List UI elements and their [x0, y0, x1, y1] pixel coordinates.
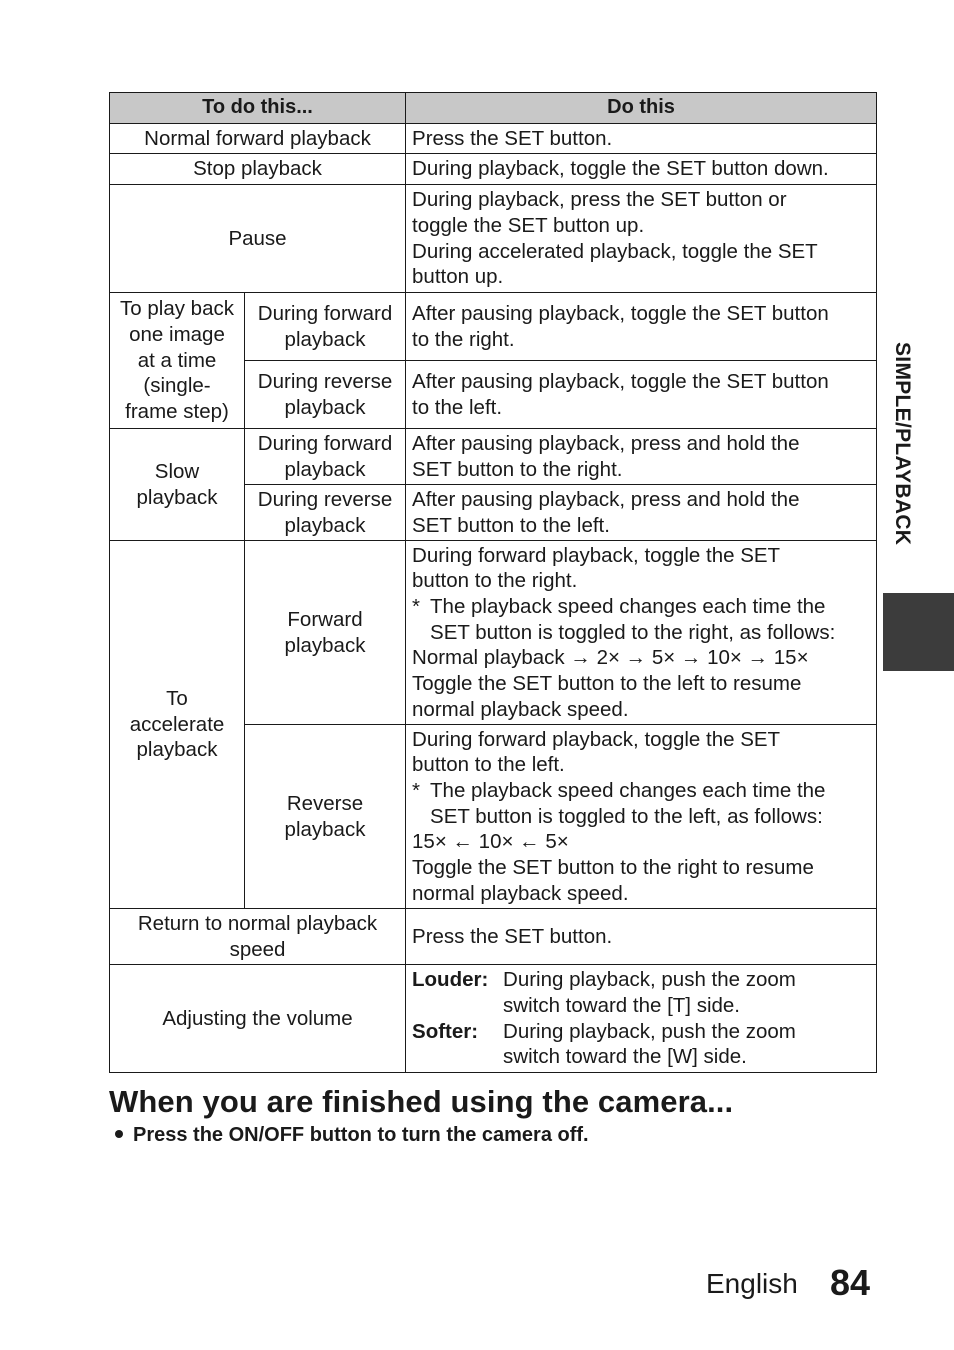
row-sublabel-frame-step-forward: During forward playback: [245, 293, 406, 361]
row-label-accelerate: To accelerate playback: [110, 541, 245, 909]
speed-note: * The playback speed changes each time the SET button is toggled to the right, as follows:: [412, 594, 836, 644]
row-action-frame-step-reverse: After pausing playback, toggle the SET button to the left.: [406, 361, 877, 429]
row-label-return-normal: Return to normal playback speed: [110, 909, 406, 965]
volume-softer: Softer: During playback, push the zoom switch toward the [W] side.: [412, 1019, 796, 1069]
speed-sequence: 15× ← 10× ← 5×: [412, 830, 569, 854]
header-do-this: Do this: [406, 93, 877, 124]
speed-note: * The playback speed changes each time the SET button is toggled to the left, as follows:: [412, 778, 826, 828]
row-action-slow-reverse: After pausing playback, press and hold the SET button to the left.: [406, 485, 877, 541]
row-action-slow-forward: After pausing playback, press and hold the SET button to the right.: [406, 429, 877, 485]
row-action-stop: During playback, toggle the SET button down.: [406, 154, 877, 185]
row-label-slow: Slow playback: [110, 429, 245, 541]
row-action-normal-forward: Press the SET button.: [406, 124, 877, 154]
row-sublabel-slow-reverse: During reverse playback: [245, 485, 406, 541]
row-label-stop: Stop playback: [110, 154, 406, 185]
section-title: When you are finished using the camera...: [109, 1084, 734, 1119]
footer-language: English: [706, 1268, 798, 1299]
row-label-frame-step: To play back one image at a time (single- frame step): [110, 293, 245, 429]
row-action-frame-step-forward: After pausing playback, toggle the SET button to the right.: [406, 293, 877, 361]
row-action-accelerate-reverse: During forward playback, toggle the SET button to the left. * The playback speed changes each time the SET button is toggled to the left, as follows: 15× ← 10× ← 5× Toggle the SET button to the right to resume normal playback speed.: [406, 725, 877, 909]
page-number: 84: [830, 1262, 871, 1303]
row-sublabel-accelerate-reverse: Reverse playback: [245, 725, 406, 909]
bullet-icon: [115, 1130, 123, 1138]
row-sublabel-accelerate-forward: Forward playback: [245, 541, 406, 725]
row-sublabel-slow-forward: During forward playback: [245, 429, 406, 485]
header-to-do-this: To do this...: [110, 93, 406, 124]
row-action-pause: During playback, press the SET button or toggle the SET button up. During accelerated playback, toggle the SET button up.: [406, 185, 877, 293]
playback-operations-table: [109, 92, 877, 1073]
row-action-accelerate-forward: During forward playback, toggle the SET button to the right. * The playback speed changes each time the SET button is toggled to the right, as follows: Normal playback → 2× → 5× → 10× → 15× Toggle the SET button to the left to resume normal playback speed.: [406, 541, 877, 725]
side-section-label: SIMPLE/PLAYBACK: [891, 342, 914, 546]
volume-louder: Louder: During playback, push the zoom switch toward the [T] side.: [412, 968, 796, 1017]
bullet-item: Press the ON/OFF button to turn the camera off.: [115, 1124, 589, 1147]
row-sublabel-frame-step-reverse: During reverse playback: [245, 361, 406, 429]
side-tab-marker: [883, 593, 954, 671]
row-action-return-normal: Press the SET button.: [406, 909, 877, 965]
speed-sequence: Normal playback → 2× → 5× → 10× → 15×: [412, 646, 809, 670]
row-label-pause: Pause: [110, 185, 406, 293]
row-label-normal-forward: Normal forward playback: [110, 124, 406, 154]
row-label-volume: Adjusting the volume: [110, 965, 406, 1073]
row-action-volume: [406, 965, 877, 1073]
